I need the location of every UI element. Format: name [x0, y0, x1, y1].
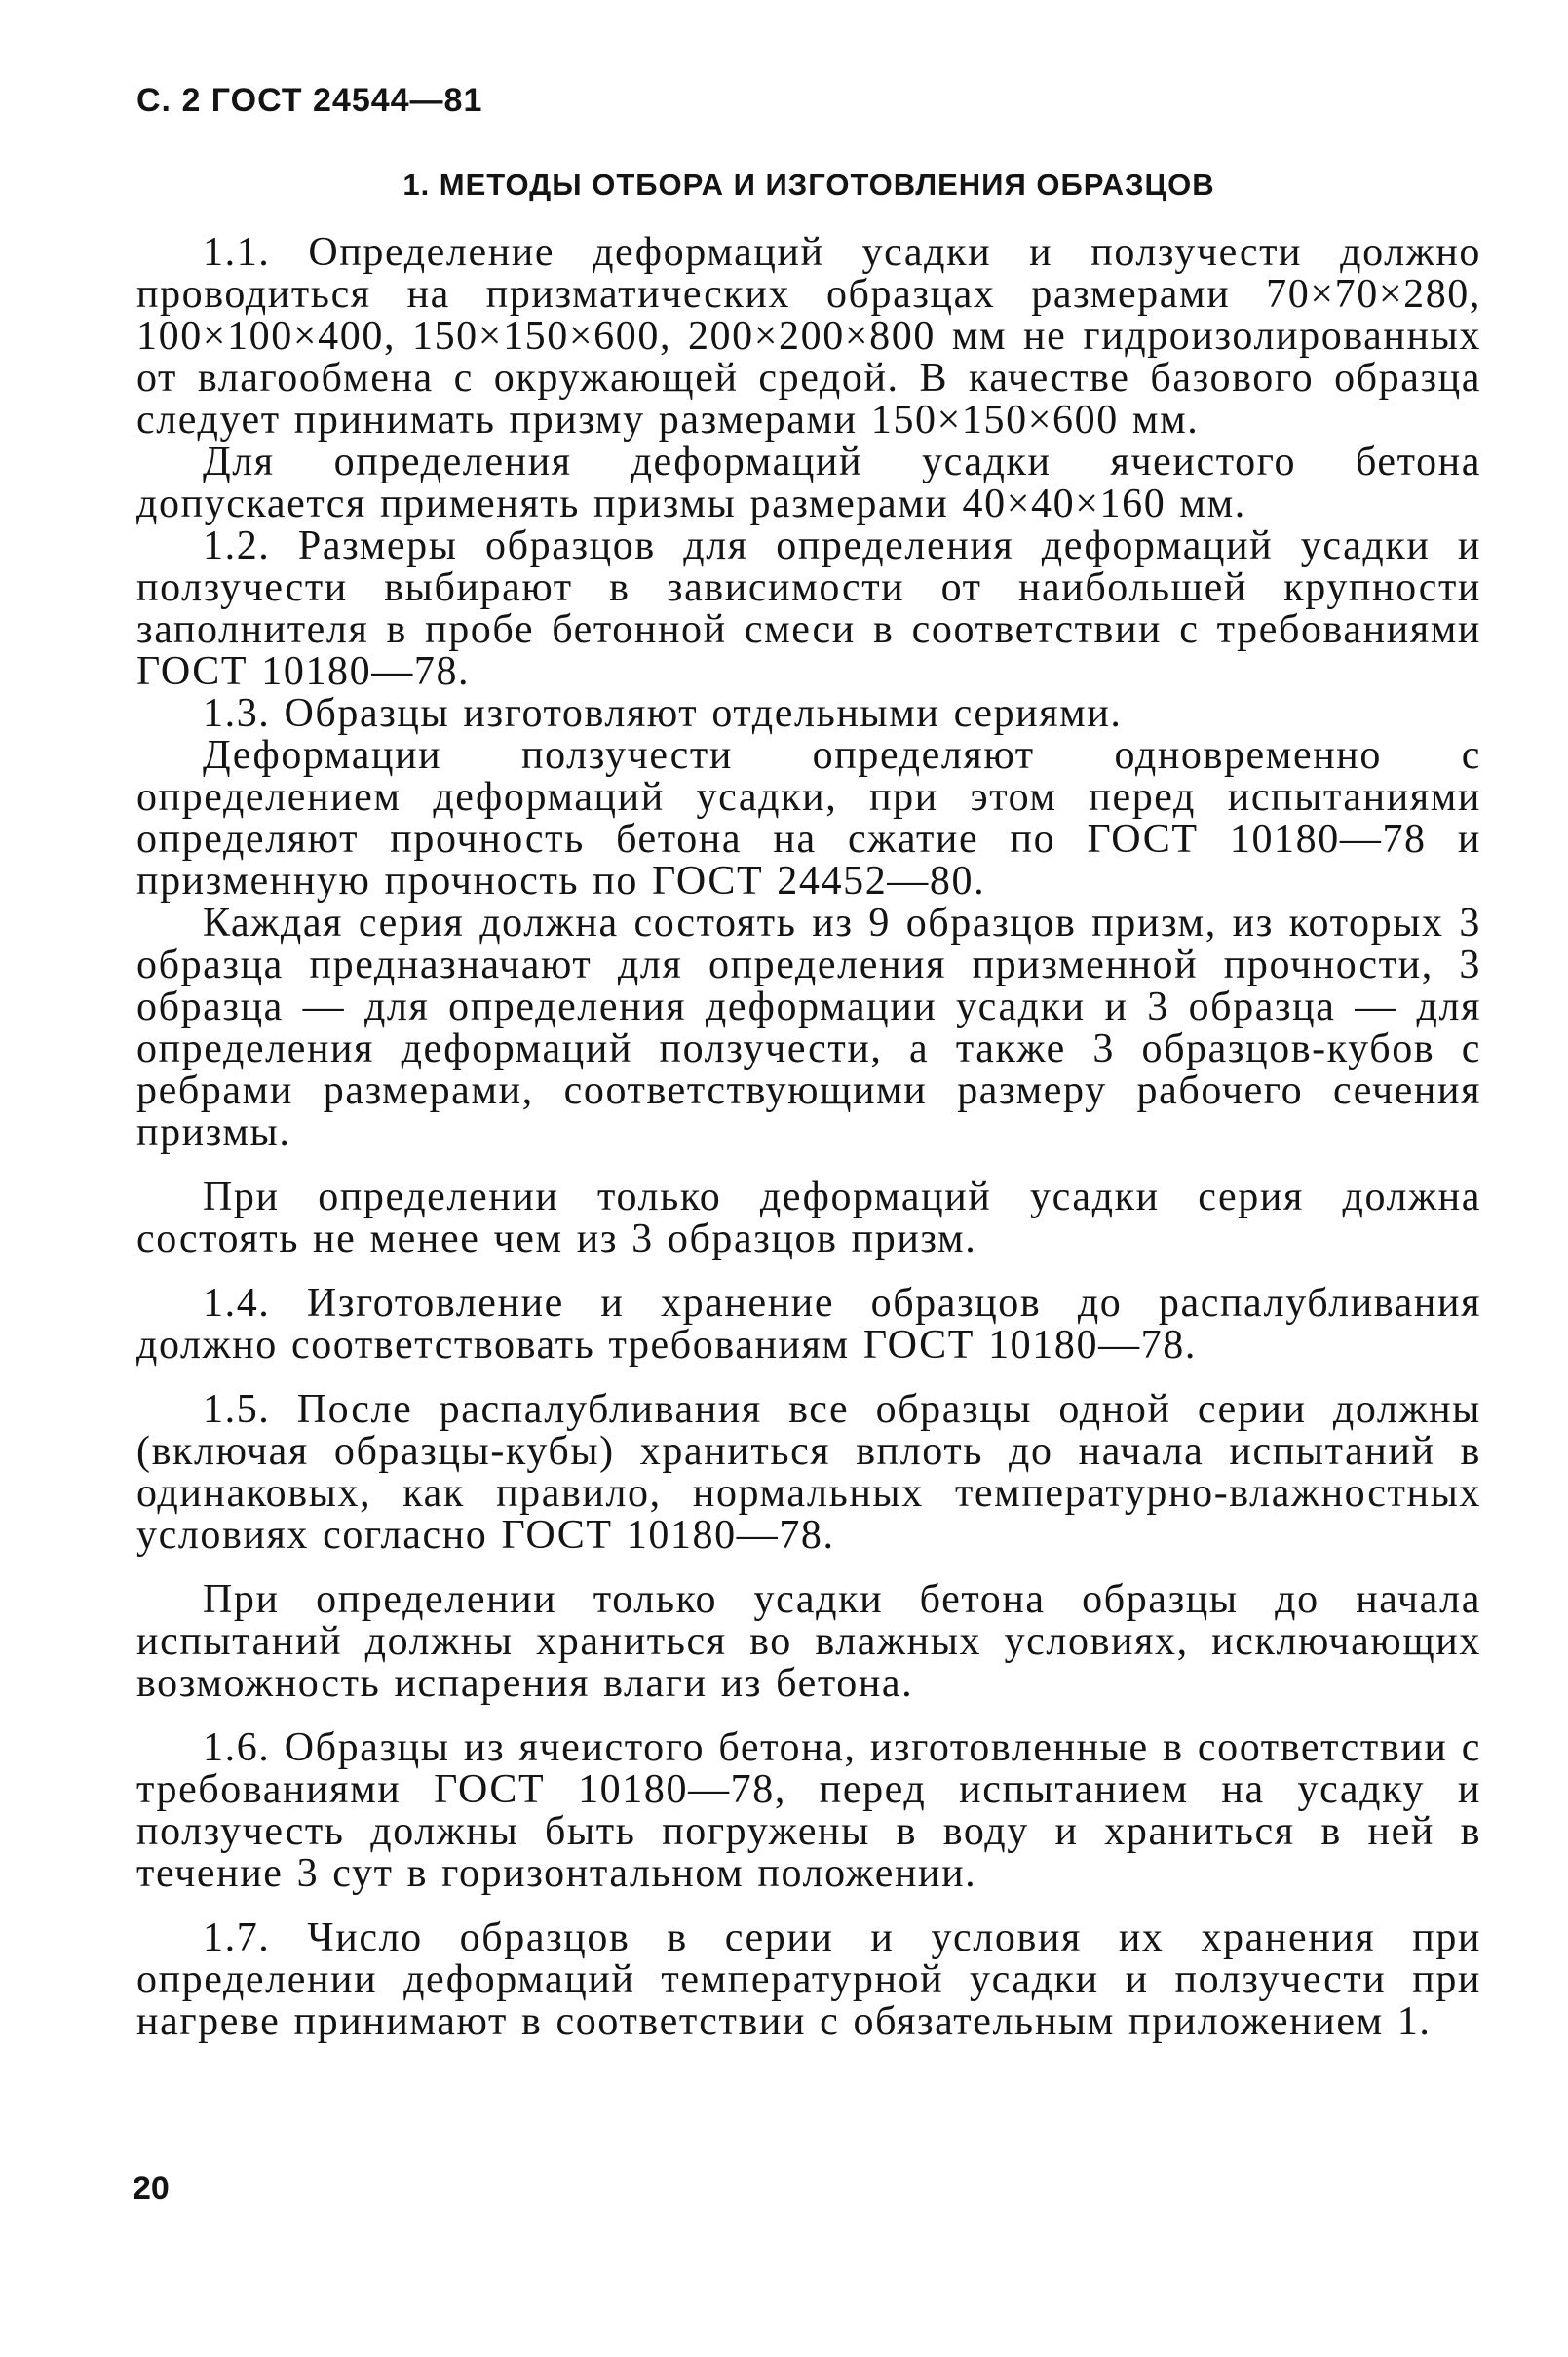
paragraph-1-3-creep: Деформации ползучести определяют одновременно с определением деформаций усадки, при этом перед испытаниями определяют прочность бетона на сжатие по ГОСТ 10180—78 и призменную прочность по ГОСТ 24452—80.: [136, 733, 1481, 904]
paragraph-1-6: 1.6. Образцы из ячеистого бетона, изготовленные в соответствии с требованиями ГОСТ 10180—78, перед испытанием на усадку и ползучесть должны быть погружены в воду и храниться в ней в течение 3 сут в горизонтальном положении.: [136, 1725, 1481, 1896]
paragraph-1-5: 1.5. После распалубливания все образцы одной серии должны (включая образцы-кубы) храниться вплоть до начала испытаний в одинаковых, как правило, нормальных температурно-влажностных условиях согласно ГОСТ 10180—78.: [136, 1387, 1481, 1558]
paragraph-1-5-humid-storage: При определении только усадки бетона образцы до начала испытаний должны храниться во влажных условиях, исключающих возможность испарения влаги из бетона.: [136, 1577, 1481, 1706]
paragraph-1-1: 1.1. Определение деформаций усадки и ползучести должно проводиться на призматических образцах размерами 70×70×280, 100×100×400, 150×150×600, 200×200×800 мм не гидроизолированных от влагообмена с окружающей средой. В качестве базового образца следует принимать призму размерами 150×150×600 мм.: [136, 230, 1481, 443]
page-number: 20: [133, 2170, 170, 2207]
section-title: 1. МЕТОДЫ ОТБОРА И ИЗГОТОВЛЕНИЯ ОБРАЗЦОВ: [402, 168, 1215, 202]
running-header: С. 2 ГОСТ 24544—81: [136, 82, 483, 119]
paragraph-1-4: 1.4. Изготовление и хранение образцов до распалубливания должно соответствовать требованиям ГОСТ 10180—78.: [136, 1281, 1481, 1368]
paragraph-1-7: 1.7. Число образцов в серии и условия их хранения при определении деформаций температурной усадки и ползучести при нагреве принимают в соответствии с обязательным приложением 1.: [136, 1915, 1481, 2044]
paragraph-1-3-shrinkage-only: При определении только деформаций усадки серия должна состоять не менее чем из 3 образцов призм.: [136, 1175, 1481, 1261]
paragraph-1-1-cellular-concrete: Для определения деформаций усадки ячеистого бетона допускается применять призмы размерами 40×40×160 мм.: [136, 440, 1481, 526]
body-text: [136, 232, 1481, 2043]
paragraph-1-3-series: Каждая серия должна состоять из 9 образцов призм, из которых 3 образца предназначают для определения призменной прочности, 3 образца — для определения деформации усадки и 3 образца — для определения деформаций ползучести, а также 3 образцов-кубов с ребрами размерами, соответствующими размеру рабочего сечения призмы.: [136, 901, 1481, 1155]
paragraph-1-2: 1.2. Размеры образцов для определения деформаций усадки и ползучести выбирают в зависимости от наибольшей крупности заполнителя в пробе бетонной смеси в соответствии с требованиями ГОСТ 10180—78.: [136, 523, 1481, 694]
paragraph-1-3: 1.3. Образцы изготовляют отдельными сериями.: [203, 691, 1123, 736]
